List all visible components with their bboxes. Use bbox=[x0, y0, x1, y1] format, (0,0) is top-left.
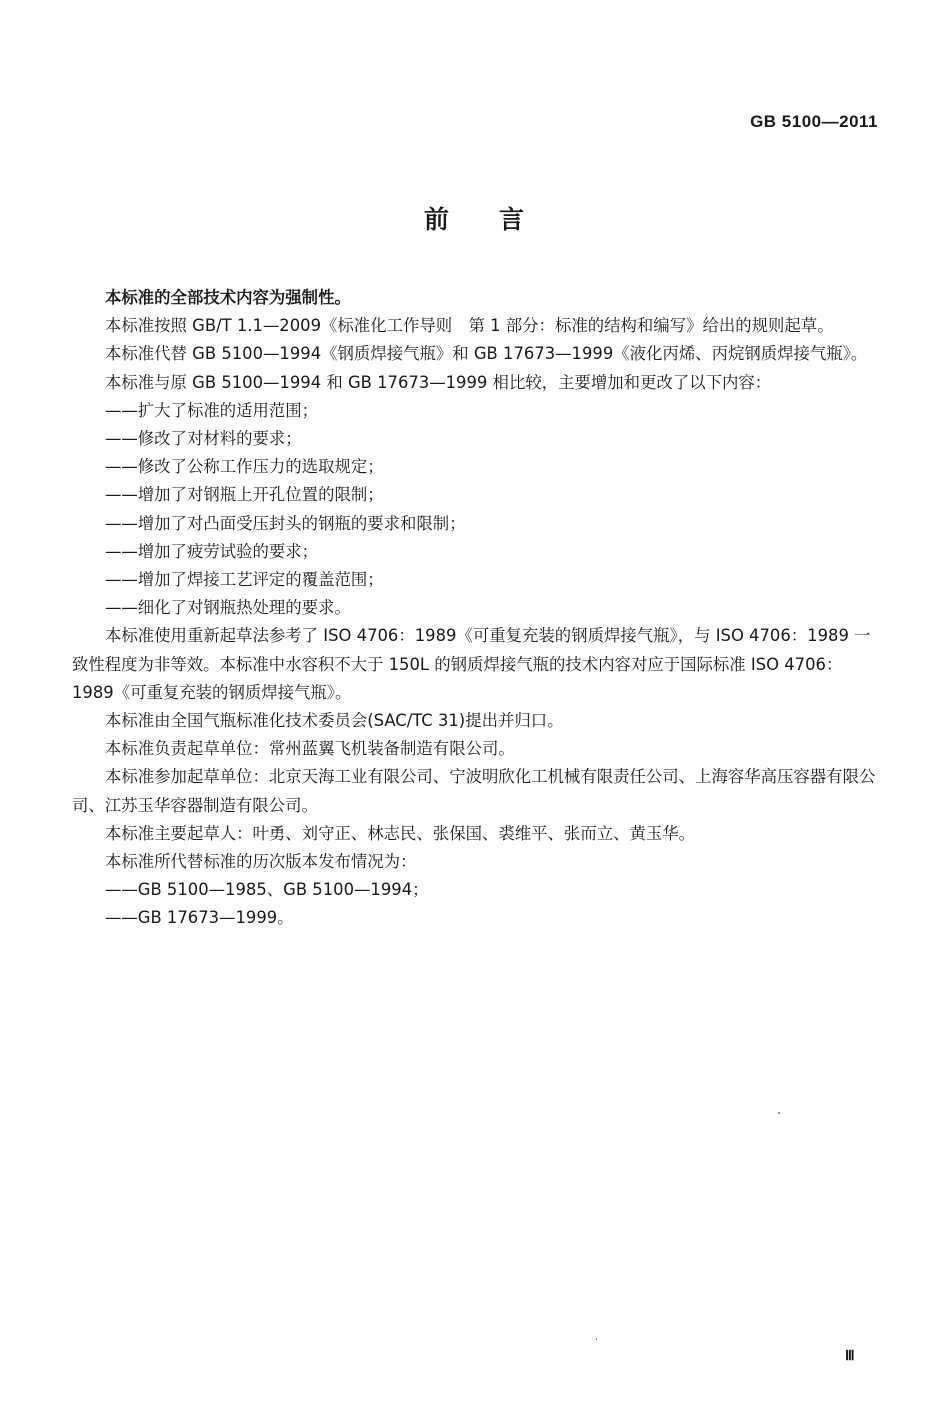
history-item: ——GB 5100—1985、GB 5100—1994； bbox=[105, 880, 429, 900]
change-item: ——增加了焊接工艺评定的覆盖范围； bbox=[105, 570, 384, 590]
title-char-2: 言 bbox=[499, 205, 527, 234]
change-item: ——增加了疲劳试验的要求； bbox=[105, 541, 319, 561]
paragraph: 本标准主要起草人：叶勇、刘守正、林志民、张保国、裘维平、张而立、黄玉华。 bbox=[105, 823, 696, 843]
scan-speck bbox=[778, 1112, 780, 1114]
mandatory-statement: 本标准的全部技术内容为强制性。 bbox=[105, 288, 351, 307]
page-title bbox=[0, 200, 950, 236]
paragraph: 本标准与原 GB 5100—1994 和 GB 17673—1999 相比较，主要增加和更改了以下内容： bbox=[105, 372, 772, 392]
change-item: ——修改了公称工作压力的选取规定； bbox=[105, 457, 384, 477]
history-item: ——GB 17673—1999。 bbox=[105, 908, 294, 928]
change-item: ——增加了对钢瓶上开孔位置的限制； bbox=[105, 485, 384, 505]
change-item: ——细化了对钢瓶热处理的要求。 bbox=[105, 598, 351, 618]
paragraph: 本标准按照 GB/T 1.1—2009《标准化工作导则 第 1 部分：标准的结构和编写》给出的规则起草。 bbox=[105, 316, 834, 336]
paragraph: 本标准使用重新起草法参考了 ISO 4706：1989《可重复充装的钢质焊接气瓶》，与 ISO 4706：1989 一致性程度为非等效。本标准中水容积不大于 150L 的钢质焊接气瓶的技术内容对应于国际标准 ISO 4706：1989《可重复充装的钢质焊接气瓶》。 bbox=[72, 626, 871, 702]
paragraph: 本标准参加起草单位：北京天海工业有限公司、宁波明欣化工机械有限责任公司、上海容华高压容器有限公司、江苏玉华容器制造有限公司。 bbox=[72, 767, 876, 815]
paragraph: 本标准代替 GB 5100—1994《钢质焊接气瓶》和 GB 17673—1999《液化丙烯、丙烷钢质焊接气瓶》。 bbox=[105, 344, 868, 364]
title-char-1: 前 bbox=[423, 205, 451, 234]
change-item: ——修改了对材料的要求； bbox=[105, 429, 302, 449]
standard-code: GB 5100—2011 bbox=[750, 112, 878, 131]
change-item: ——增加了对凸面受压封头的钢瓶的要求和限制； bbox=[105, 513, 466, 533]
change-item: ——扩大了标准的适用范围； bbox=[105, 400, 319, 420]
paragraph: 本标准所代替标准的历次版本发布情况为： bbox=[105, 852, 417, 872]
scan-speck bbox=[596, 1338, 597, 1340]
page-number: Ⅲ bbox=[845, 1349, 855, 1364]
paragraph: 本标准由全国气瓶标准化技术委员会(SAC/TC 31)提出并归口。 bbox=[105, 711, 564, 731]
paragraph: 本标准负责起草单位：常州蓝翼飞机装备制造有限公司。 bbox=[105, 739, 515, 759]
foreword-body bbox=[72, 284, 877, 933]
